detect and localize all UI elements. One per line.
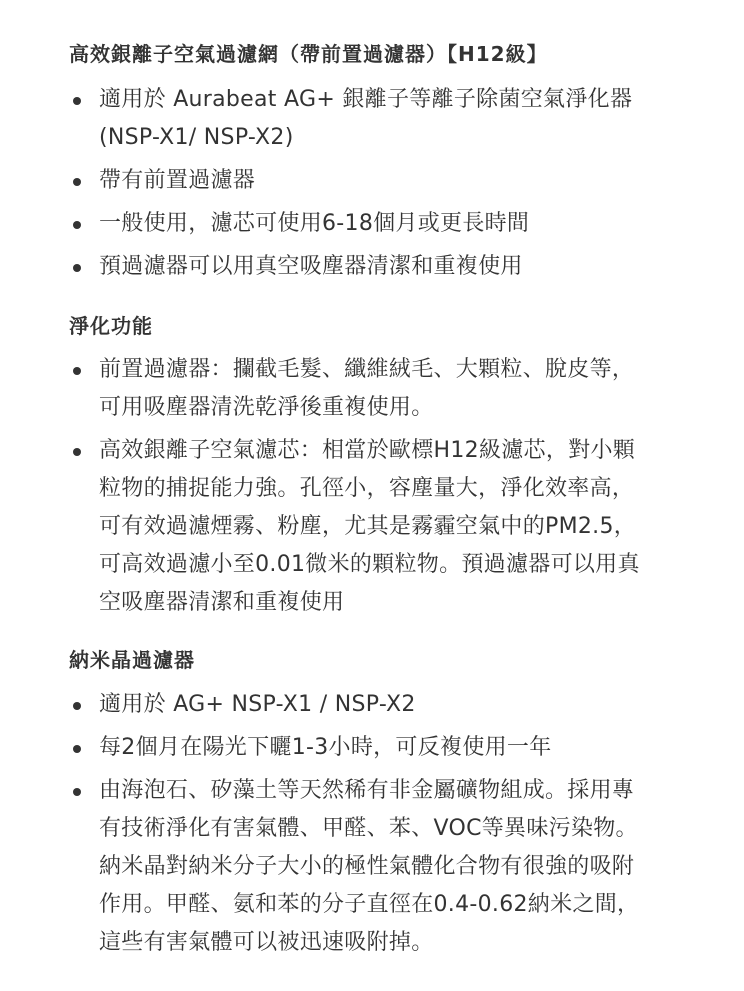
- list-item-line: 粒物的捕捉能力強。孔徑小，容塵量大，淨化效率高，: [99, 476, 635, 501]
- list-item-line: 每2個月在陽光下曬1-3小時，可反複使用一年: [99, 735, 552, 760]
- list-item-line: 由海泡石、矽藻土等天然稀有非金屬礦物組成。採用專: [99, 778, 635, 803]
- bullet-dot-icon: [73, 178, 81, 186]
- section-heading: 高效銀離子空氣過濾網（帶前置過濾器）【H12級】: [69, 42, 548, 66]
- list-item-line: 作用。甲醛、氨和苯的分子直徑在0.4-0.62納米之間，: [99, 892, 640, 917]
- list-item-line: 這些有害氣體可以被迅速吸附掉。: [99, 930, 434, 955]
- list-item-line: 預過濾器可以用真空吸塵器清潔和重複使用: [99, 254, 523, 279]
- list-item-line: 帶有前置過濾器: [99, 168, 256, 193]
- list-item-line: (NSP-X1/ NSP-X2): [99, 125, 294, 150]
- bullet-dot-icon: [73, 97, 81, 105]
- list-item-line: 有技術淨化有害氣體、甲醛、苯、VOC等異味污染物。: [99, 816, 638, 841]
- list-item-line: 空吸塵器清潔和重複使用: [99, 590, 345, 615]
- bullet-dot-icon: [73, 448, 81, 456]
- list-item-line: 納米晶對納米分子大小的極性氣體化合物有很強的吸附: [99, 854, 635, 879]
- list-item-line: 適用於 Aurabeat AG+ 銀離子等離子除菌空氣淨化器: [99, 87, 633, 112]
- list-item-line: 可有效過濾煙霧、粉塵，尤其是霧霾空氣中的PM2.5，: [99, 514, 637, 539]
- list-item-line: 可高效過濾小至0.01微米的顆粒物。預過濾器可以用真: [99, 552, 640, 577]
- bullet-dot-icon: [73, 745, 81, 753]
- list-item-line: 可用吸塵器清洗乾淨後重複使用。: [99, 395, 434, 420]
- list-item-line: 一般使用，濾芯可使用6-18個月或更長時間: [99, 211, 530, 236]
- bullet-dot-icon: [73, 788, 81, 796]
- bullet-dot-icon: [73, 221, 81, 229]
- bullet-dot-icon: [73, 264, 81, 272]
- list-item-line: 高效銀離子空氣濾芯：相當於歐標H12級濾芯，對小顆: [99, 438, 636, 463]
- section-heading: 納米晶過濾器: [69, 648, 195, 672]
- section-heading: 淨化功能: [69, 314, 153, 338]
- bullet-dot-icon: [73, 702, 81, 710]
- list-item-line: 前置過濾器：攔截毛髮、纖維絨毛、大顆粒、脫皮等，: [99, 357, 635, 382]
- bullet-dot-icon: [73, 367, 81, 375]
- list-item-line: 適用於 AG+ NSP-X1 / NSP-X2: [99, 692, 416, 717]
